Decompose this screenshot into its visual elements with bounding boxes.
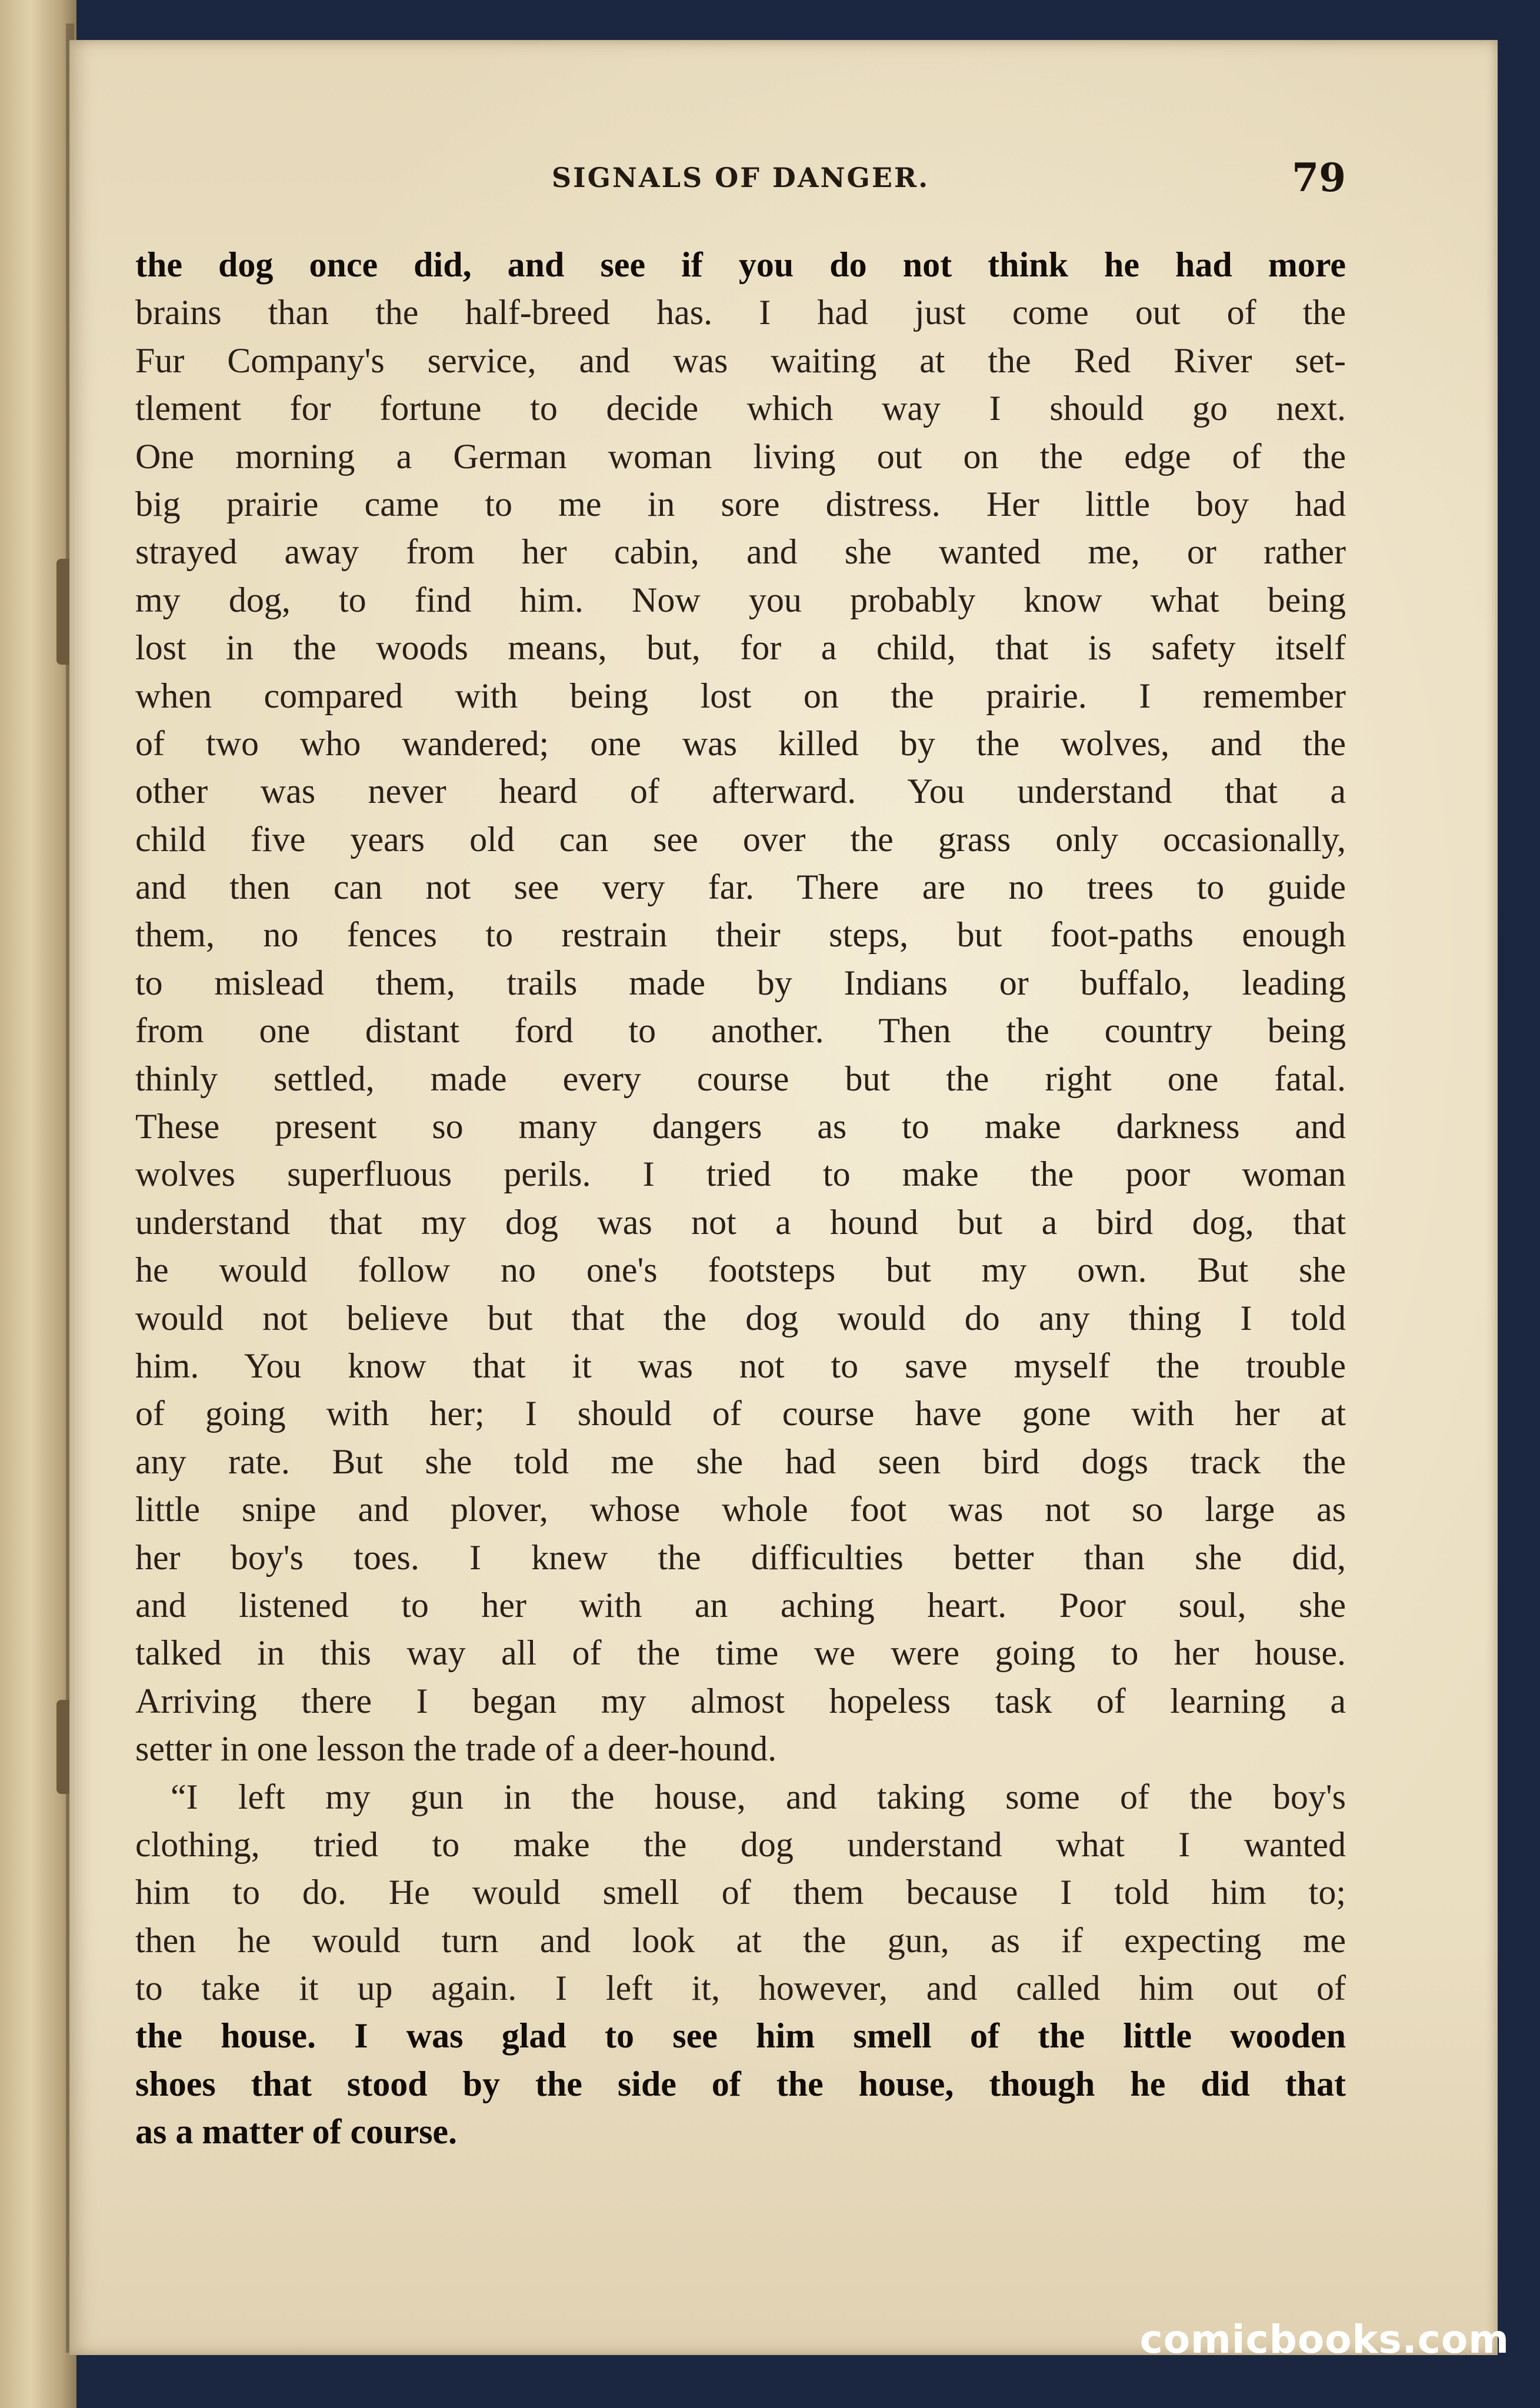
text-line: Arriving there I began my almost hopeless task of learning a	[135, 1681, 1346, 1720]
text-line: little snipe and plover, whose whole foot was not so large as	[135, 1490, 1346, 1529]
text-line: my dog, to find him. Now you probably know what being	[135, 580, 1346, 619]
text-line: Fur Company's service, and was waiting at the Red River set-	[135, 341, 1346, 380]
text-line: talked in this way all of the time we were going to her house.	[135, 1633, 1346, 1673]
text-line: setter in one lesson the trade of a deer-hound.	[135, 1729, 777, 1769]
text-line: tlement for fortune to decide which way I should go next.	[135, 389, 1346, 428]
text-line: “I left my gun in the house, and taking some of the boy's	[171, 1777, 1346, 1816]
text-line: brains than the half-breed has. I had just come out of the	[135, 293, 1346, 332]
text-line: of two who wandered; one was killed by the wolves, and the	[135, 723, 1346, 763]
text-line: the dog once did, and see if you do not think he had more	[135, 245, 1346, 284]
text-line: strayed away from her cabin, and she wanted me, or rather	[135, 532, 1346, 572]
text-line: then he would turn and look at the gun, as if expecting me	[135, 1920, 1346, 1960]
text-line: her boy's toes. I knew the difficulties better than she did,	[135, 1537, 1346, 1577]
text-line: him. You know that it was not to save myself the trouble	[135, 1346, 1346, 1385]
text-line: other was never heard of afterward. You understand that a	[135, 772, 1346, 811]
text-line: any rate. But she told me she had seen bird dogs track the	[135, 1442, 1346, 1481]
text-line: One morning a German woman living out on the edge of the	[135, 436, 1346, 476]
text-line: big prairie came to me in sore distress. Her little boy had	[135, 484, 1346, 523]
page-header	[135, 155, 1346, 203]
text-line: clothing, tried to make the dog understand what I wanted	[135, 1825, 1346, 1864]
text-line: he would follow no one's footsteps but my own. But she	[135, 1250, 1346, 1290]
text-line: wolves superfluous perils. I tried to make the poor woman	[135, 1155, 1346, 1194]
text-line: These present so many dangers as to make darkness and	[135, 1107, 1346, 1146]
text-line: the house. I was glad to see him smell of the little wooden	[135, 2016, 1346, 2056]
text-line: them, no fences to restrain their steps, but foot-paths enough	[135, 915, 1346, 955]
text-line: and then can not see very far. There are no trees to guide	[135, 868, 1346, 907]
text-line: of going with her; I should of course have gone with her at	[135, 1394, 1346, 1433]
text-line: understand that my dog was not a hound but a bird dog, that	[135, 1202, 1346, 1242]
text-line: shoes that stood by the side of the house, though he did that	[135, 2064, 1346, 2103]
text-line: from one distant ford to another. Then the country being	[135, 1011, 1346, 1050]
running-head: SIGNALS OF DANGER.	[551, 162, 930, 194]
text-line: lost in the woods means, but, for a child, that is safety itself	[135, 628, 1346, 668]
text-line: and listened to her with an aching heart. Poor soul, she	[135, 1585, 1346, 1625]
text-line: to take it up again. I left it, however, and called him out of	[135, 1969, 1346, 2008]
book-spine	[0, 0, 76, 2408]
watermark: comicbooks.com	[1139, 2317, 1509, 2362]
text-line: would not believe but that the dog would do any thing I told	[135, 1298, 1346, 1338]
text-line: thinly settled, made every course but the right one fatal.	[135, 1059, 1346, 1098]
body-text	[135, 241, 1346, 2156]
text-line: child five years old can see over the grass only occasionally,	[135, 819, 1346, 859]
text-line: when compared with being lost on the prairie. I remember	[135, 676, 1346, 715]
text-line: as a matter of course.	[135, 2112, 458, 2152]
page-number: 79	[1292, 155, 1346, 201]
text-line: him to do. He would smell of them because I told him to;	[135, 1873, 1346, 1912]
text-line: to mislead them, trails made by Indians or buffalo, leading	[135, 963, 1346, 1002]
